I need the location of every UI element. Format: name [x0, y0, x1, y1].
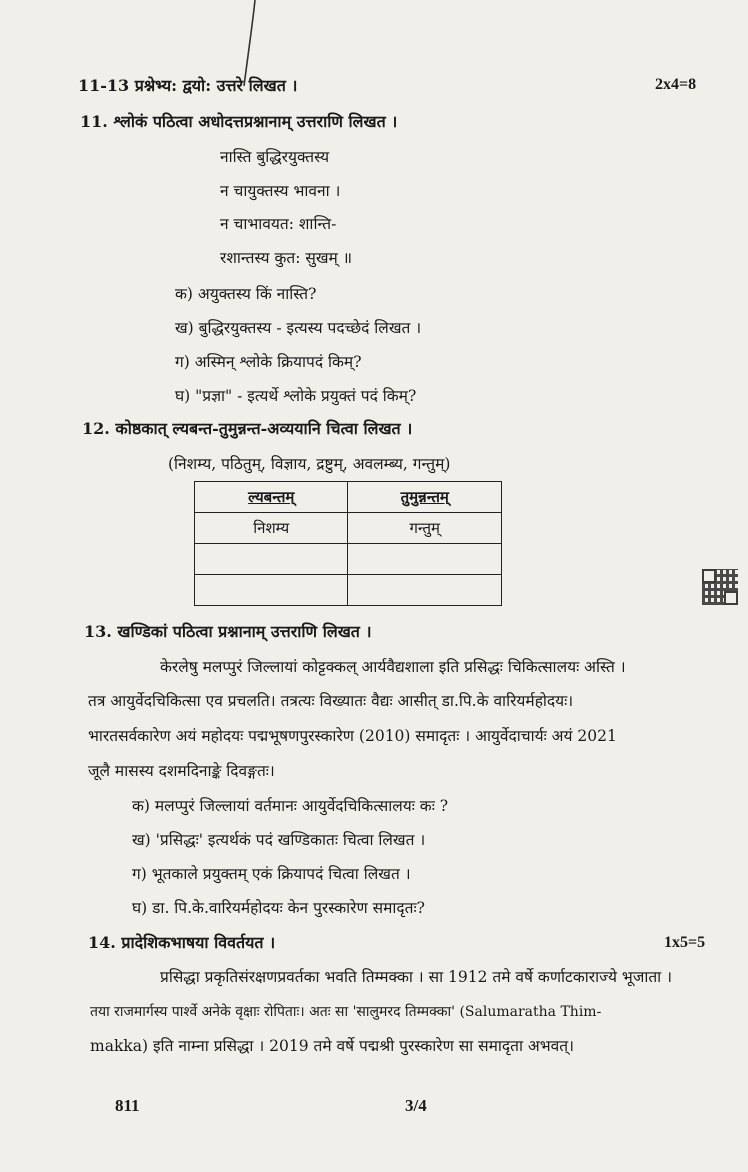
verse-line-3: न चाभावयत: शान्ति- [220, 215, 337, 233]
page-number: 3/4 [405, 1096, 427, 1115]
q12-options: (निशम्य, पठितुम्, विज्ञाय, द्रष्टुम्, अवलम्ब्य, गन्तुम्) [168, 455, 451, 473]
q13-para-line-1: केरलेषु मलप्पुरं जिल्लायां कोट्टक्कल् आर्यवैद्यशाला इति प्रसिद्धः चिकित्सालयः अस्ति । [160, 658, 626, 676]
table-header-row [195, 482, 502, 513]
q14-para-line-2: तया राजमार्गस्य पार्श्वे अनेके वृक्षाः रोपिताः। अतः सा 'सालुमरद तिम्मक्का' (Salumaratha Thim- [90, 1004, 602, 1020]
q11-sub-gha: घ) "प्रज्ञा" - इत्यर्थे श्लोके प्रयुक्तं पदं किम्? [175, 387, 417, 405]
table-row [195, 544, 502, 575]
q14-para-line-3: makka) इति नाम्ना प्रसिद्धा । 2019 तमे वर्षे पद्मश्री पुरस्कारेण सा समादृता अभवत्। [90, 1037, 574, 1055]
table-row [195, 575, 502, 606]
q13-sub-ka: क) मलप्पुरं जिल्लायां वर्तमानः आयुर्वेदचिकित्सालयः कः ? [132, 797, 449, 815]
q13-sub-ga: ग) भूतकाले प्रयुक्तम् एकं क्रियापदं चित्वा लिखत । [132, 865, 411, 883]
q13-para-line-2: तत्र आयुर्वेदचिकित्सा एव प्रचलति। तत्रत्यः विख्यातः वैद्यः आसीत् डा.पि.के वारियर्महोदयः। [88, 692, 574, 710]
q11-sub-ga: ग) अस्मिन् श्लोके क्रियापदं किम्? [175, 353, 362, 371]
answer-table [194, 481, 502, 606]
table-cell [195, 575, 348, 606]
section-marks: 2x4=8 [655, 76, 697, 93]
q13-para-line-4: जूलै मासस्य दशमदिनाङ्के दिवङ्गतः। [88, 762, 275, 780]
q12-title: 12. कोष्ठकात् ल्यबन्त-तुमुन्नन्त-अव्ययानि चित्वा लिखत । [82, 419, 413, 438]
table-cell: निशम्य [195, 513, 348, 544]
section-header: 11-13 प्रश्नेभ्य: द्वयो: उत्तरे लिखत । [78, 76, 298, 95]
q13-title: 13. खण्डिकां पठित्वा प्रश्नानाम् उत्तराणि लिखत । [84, 622, 372, 641]
table-header-lyabanta: ल्यबन्तम् [195, 482, 348, 513]
q14-title: 14. प्रादेशिकभाषया विवर्तयत । [88, 933, 276, 952]
subject-code: 811 [115, 1096, 140, 1115]
verse-line-4: रशान्तस्य कुत: सुखम् ॥ [220, 249, 352, 267]
qr-code-icon [702, 569, 738, 605]
q14-marks: 1x5=5 [664, 934, 706, 951]
table-header-tumunnanta: तुमुन्नन्तम् [348, 482, 502, 513]
table-cell [195, 544, 348, 575]
q13-sub-gha: घ) डा. पि.के.वारियर्महोदयः केन पुरस्कारेण समादृतः? [132, 899, 425, 917]
verse-line-2: न चायुक्तस्य भावना । [220, 182, 341, 200]
q11-title: 11. श्लोकं पठित्वा अधोदत्तप्रश्नानाम् उत्तराणि लिखत । [80, 112, 398, 131]
table-row [195, 513, 502, 544]
table-cell: गन्तुम् [348, 513, 502, 544]
table-cell [348, 544, 502, 575]
q11-sub-ka: क) अयुक्तस्य किं नास्ति? [175, 285, 317, 303]
q11-sub-kha: ख) बुद्धिरयुक्तस्य - इत्यस्य पदच्छेदं लिखत । [175, 319, 422, 337]
q13-para-line-3: भारतसर्वकारेण अयं महोदयः पद्मभूषणपुरस्कारेण (2010) समादृतः । आयुर्वेदाचार्यः अयं 2021 [88, 727, 617, 745]
q14-para-line-1: प्रसिद्धा प्रकृतिसंरक्षणप्रवर्तका भवति तिम्मक्का । सा 1912 तमे वर्षे कर्णाटकाराज्ये भूजाता । [160, 968, 672, 986]
table-cell [348, 575, 502, 606]
q13-sub-kha: ख) 'प्रसिद्धः' इत्यर्थकं पदं खण्डिकातः चित्वा लिखत । [132, 831, 426, 849]
verse-line-1: नास्ति बुद्धिरयुक्तस्य [220, 148, 330, 166]
